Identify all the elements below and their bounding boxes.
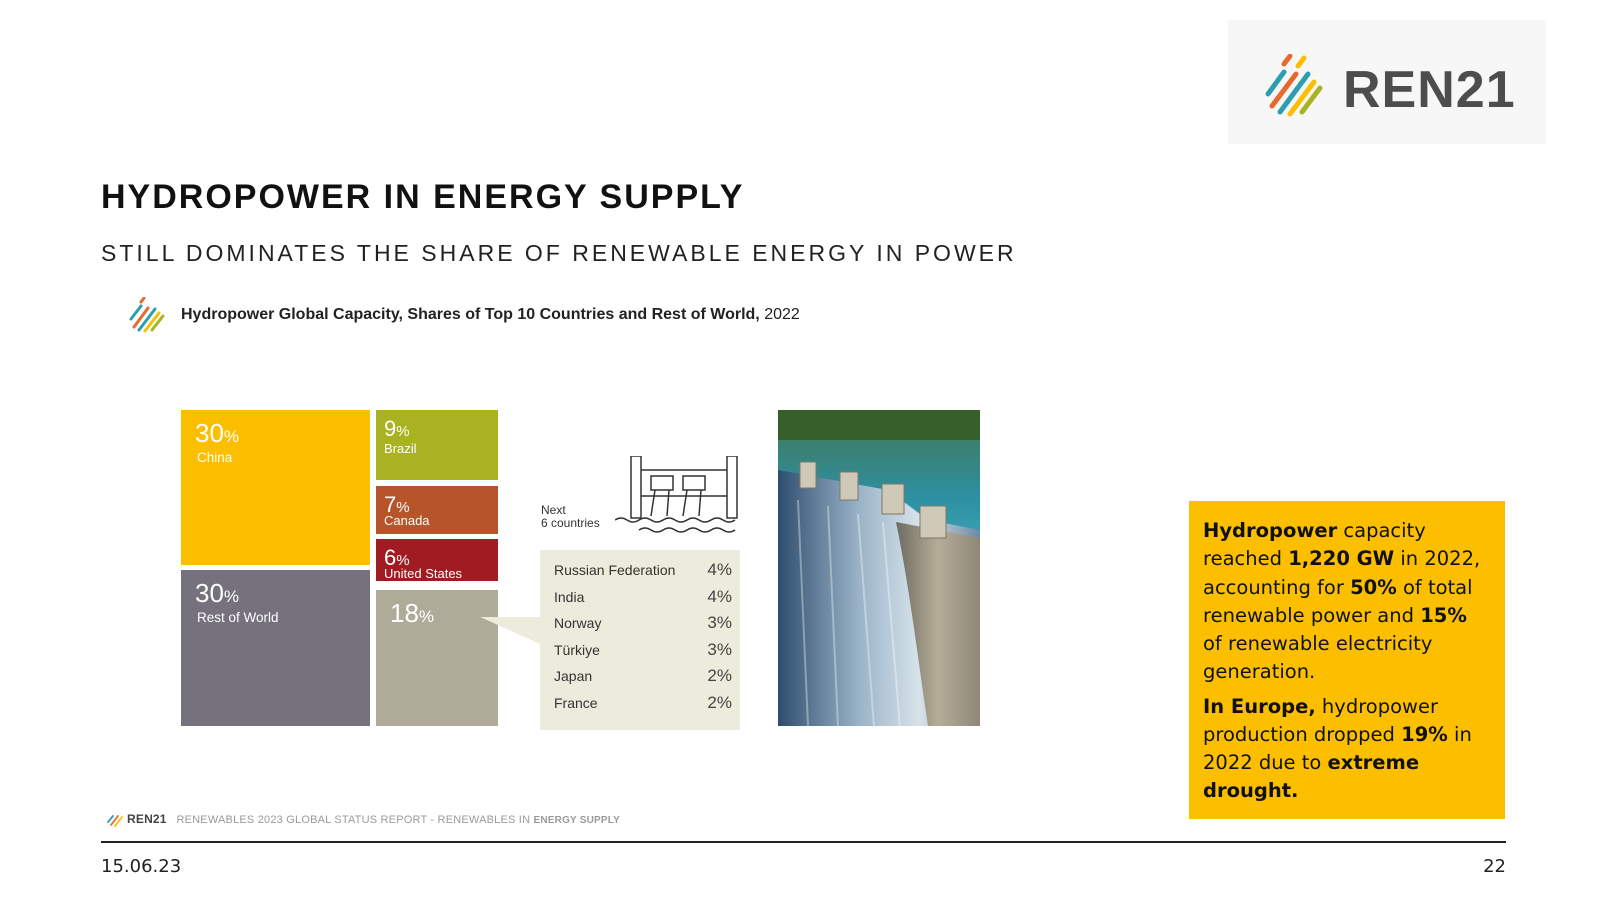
- next-country-value: 3%: [707, 613, 732, 632]
- next-countries-table: [554, 562, 732, 721]
- key-fact-text-run: In Europe,: [1203, 694, 1316, 718]
- key-fact-text-run: 1,220 GW: [1288, 547, 1395, 571]
- ren21-logo-mark-icon: [1262, 54, 1328, 120]
- key-fact-text-run: extreme drought.: [1203, 751, 1420, 803]
- treemap-tile-value: 18%: [390, 598, 435, 628]
- key-fact-text-run: 50%: [1350, 575, 1397, 599]
- next-country-row: [554, 562, 732, 589]
- slide-subtitle: STILL DOMINATES THE SHARE OF RENEWABLE ENERGY IN POWER: [101, 240, 1017, 266]
- next-country-row: [554, 668, 732, 695]
- key-fact-text-run: capacity reached: [1203, 519, 1426, 571]
- key-fact-text-run: of total renewable power and: [1203, 575, 1473, 627]
- slide-title: HYDROPOWER IN ENERGY SUPPLY: [101, 178, 745, 216]
- next-country-name: France: [554, 694, 598, 711]
- next-country-name: Japan: [554, 668, 593, 684]
- next-label-line2: 6 countries: [541, 515, 600, 530]
- treemap-tile-label: United States: [384, 566, 463, 581]
- key-fact-text-run: of renewable electricity generation.: [1203, 632, 1433, 684]
- key-fact-text-run: Hydropower: [1203, 519, 1338, 542]
- treemap-tile-canada: [376, 486, 498, 534]
- next-country-row: [554, 692, 732, 722]
- key-facts-paragraph-2: [1203, 693, 1491, 806]
- treemap-tile-label: Brazil: [384, 441, 417, 456]
- treemap-tile-value: 6%: [384, 545, 410, 570]
- dam-spillway-photo: [778, 410, 980, 726]
- treemap-tile-value: 7%: [384, 492, 410, 517]
- source-emphasis: ENERGY SUPPLY: [533, 815, 621, 826]
- treemap-tile-label: Rest of World: [197, 610, 279, 625]
- next-country-value: 4%: [707, 560, 732, 579]
- next-country-row: [554, 615, 732, 642]
- key-fact-text-run: in 2022, accounting for: [1203, 547, 1481, 599]
- source-brand: REN21: [127, 812, 167, 826]
- footer-divider: [101, 841, 1506, 843]
- ren21-logo-text: REN21: [1343, 61, 1516, 119]
- next-country-value: 3%: [707, 639, 732, 659]
- key-facts-paragraph-1: [1203, 517, 1491, 687]
- treemap-tile-brazil: [376, 410, 498, 480]
- source-ren21-icon: [107, 813, 123, 827]
- next-countries-label: [541, 504, 600, 529]
- treemap-tile-label: Canada: [384, 513, 430, 528]
- figure-caption: [181, 306, 800, 324]
- key-fact-text-run: 15%: [1420, 603, 1467, 627]
- key-fact-text-run: in 2022 due to: [1203, 722, 1472, 775]
- figure-caption-year: 2022: [764, 306, 800, 323]
- slide-date: 15.06.23: [101, 856, 182, 877]
- key-fact-text-run: hydropower production dropped: [1203, 694, 1438, 746]
- figure-ren21-icon: [128, 297, 166, 333]
- treemap-tile-value: 30%: [195, 578, 240, 608]
- next-country-row: [554, 639, 732, 669]
- next-country-name: Russian Federation: [554, 562, 676, 578]
- next-label-line1: Next: [541, 503, 566, 517]
- dam-line-drawing-icon: [615, 456, 742, 541]
- next-country-name: Norway: [554, 615, 602, 631]
- source-text: RENEWABLES 2023 GLOBAL STATUS REPORT - RENEWABLES IN: [176, 814, 531, 826]
- next-country-value: 4%: [707, 586, 732, 606]
- next-country-name: India: [554, 588, 585, 605]
- next-country-value: 2%: [707, 692, 732, 712]
- treemap-tile-value: 9%: [384, 416, 410, 441]
- treemap-tile-value: 30%: [195, 418, 240, 448]
- next-country-row: [554, 586, 732, 616]
- treemap-tile-rest-of-world: [181, 570, 370, 726]
- source-footer: [107, 812, 620, 827]
- treemap-tile-china: [181, 410, 370, 565]
- key-fact-text-run: 19%: [1401, 722, 1448, 746]
- treemap-tile-label: China: [197, 450, 233, 465]
- key-facts-box: [1189, 501, 1505, 819]
- page-number: 22: [1483, 856, 1506, 877]
- ren21-logo: [1228, 20, 1546, 144]
- figure-caption-text: Hydropower Global Capacity, Shares of Top 10 Countries and Rest of World,: [181, 306, 760, 323]
- next-country-value: 2%: [707, 666, 732, 685]
- next-country-name: Türkiye: [554, 641, 600, 658]
